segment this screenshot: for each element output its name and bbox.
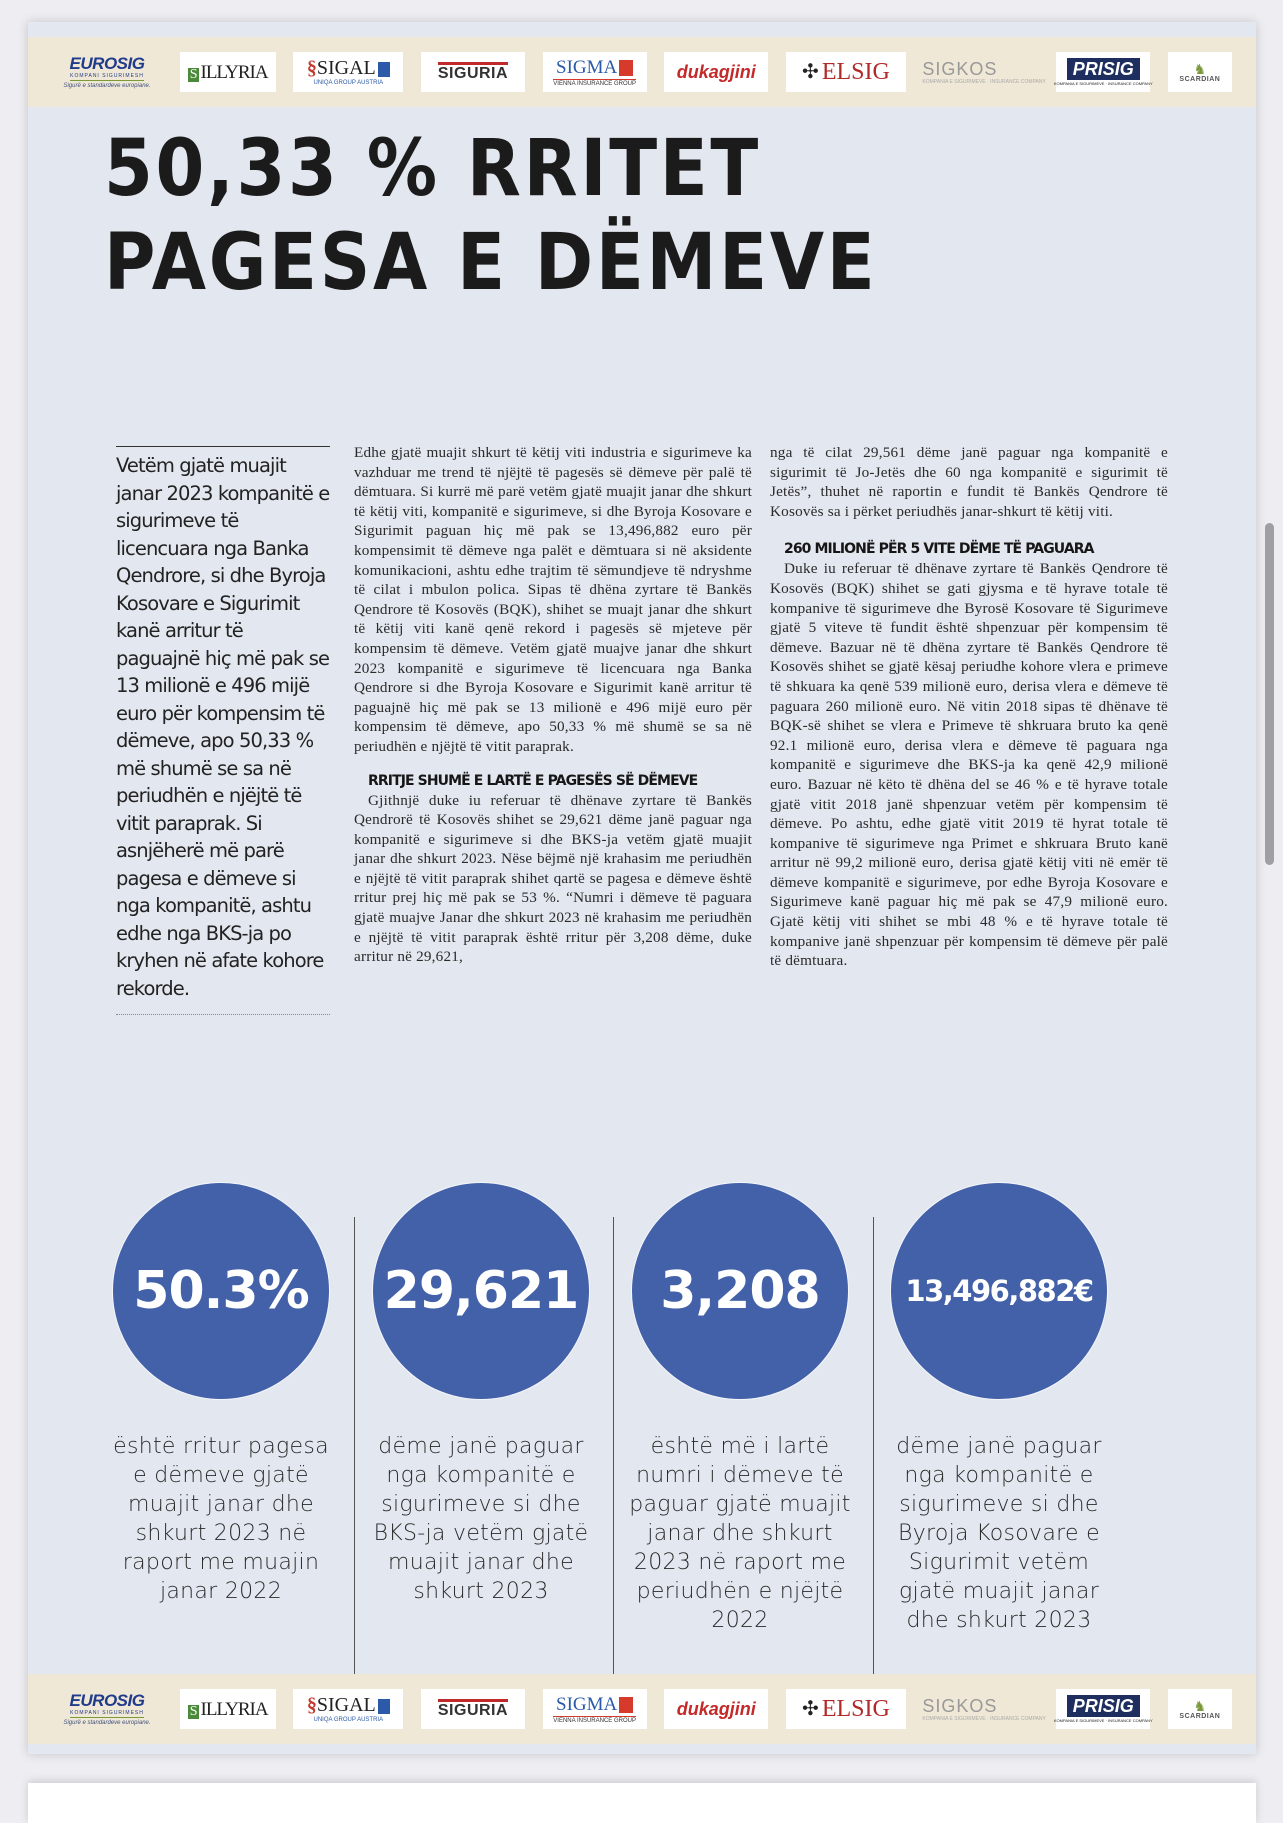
stat-description: dëme janë paguar nga kompanitë e sigurimeve si dhe BKS-ja vetëm gjatë muajit janar dhe shkurt 2023	[373, 1434, 589, 1604]
pinwheel-icon: ✣	[802, 61, 819, 83]
lead-paragraph: Vetëm gjatë muajit janar 2023 kompanitë e sigurimeve të licencuara nga Banka Qendrore, si dhe Byroja Kosovare e Sigurimit kanë arritur të paguajnë hiç më pak se 13 milionë e 496 mijë euro për kompensim të dëmeve, apo 50,33 % më shumë se sa në periudhën e njëjtë të vitit paraprak. Si asnjëherë më parë pagesa e dëmeve si nga kompanitë, ashtu edhe nga BKS-ja po kryhen në afate kohore rekorde.	[116, 454, 330, 1000]
illyria-logo: S ILLYRIA	[180, 1689, 276, 1729]
stat-circle: 50.3%	[112, 1182, 330, 1400]
sigkos-logo: SIGKOS KOMPANIA E SIGURIMEVE · INSURANCE COMPANY	[922, 58, 1046, 85]
headline	[104, 122, 877, 310]
article-column-1	[354, 443, 752, 967]
sponsor-logo-strip-bottom	[28, 1674, 1256, 1744]
stat-circle: 13,496,882€	[890, 1182, 1108, 1400]
magazine-page	[28, 22, 1256, 1754]
headline-line-1: 50,33 % RRITET	[104, 124, 762, 214]
sigal-mark-icon: §	[306, 1694, 317, 1716]
sigma-logo: SIGMA VIENNA INSURANCE GROUP	[543, 52, 647, 92]
eurosig-logo: EUROSIG KOMPANI SIGURIMESH Sigurë e standardeve europiane.	[63, 1691, 151, 1726]
stat-description: është rritur pagesa e dëmeve gjatë muajit janar dhe shkurt 2023 në raport me muajin janar 2022	[113, 1434, 329, 1604]
elsig-logo: ✣ ELSIG	[786, 52, 906, 92]
prisig-logo: PRISIG KOMPANIA E SIGURIMEVE · INSURANCE COMPANY	[1056, 1689, 1150, 1729]
vertical-scrollbar[interactable]	[1265, 523, 1274, 865]
dukagjini-logo: dukagjini	[664, 1689, 768, 1729]
stat-description: dëme janë paguar nga kompanitë e sigurimeve si dhe Byroja Kosovare e Sigurimit vetëm gjatë muajit janar dhe shkurt 2023	[896, 1434, 1102, 1633]
stat-circle: 29,621	[372, 1182, 590, 1400]
illyria-logo: S ILLYRIA	[180, 52, 276, 92]
sigkos-logo: SIGKOS KOMPANIA E SIGURIMEVE · INSURANCE COMPANY	[922, 1695, 1046, 1722]
body-paragraph: nga të cilat 29,561 dëme janë paguar nga kompanitë e sigurimit të Jo-Jetës dhe 60 nga kompanitë e sigurimit të Jetës”, thuhet në raportin e fundit të Bankës Qendrore të Kosovës sa i përket periudhës janar-shkurt të këtij viti.	[770, 444, 1168, 520]
body-paragraph: Duke iu referuar të dhënave zyrtare të Bankës Qendrore të Kosovës (BQK) shihet se gati gjysma e të hyrave totale të kompanive të sigurimeve dhe Byrosë Kosovare të Sigurimeve gjatë 5 viteve të fundit është shpenzuar për kompensim të dëmeve. Bazuar në të dhëna zyrtare të Bankës Qendrore të Kosovës shihet se gjatë kësaj periudhe kohore vlera e primeve të shkuara ka qenë 539 milionë euro, derisa vlera e dëmeve të paguara 260 milionë euro. Në vitin 2018 sipas të dhënave të BQK-së shihet se vlera e Primeve të shkruara bruto ka qenë 92.1 milionë euro, derisa vlera e dëmeve të paguara nga kompanitë e sigurimeve dhe BKS-ja ka qenë 42,9 milionë euro. Bazuar në këto të dhëna del se 46 % e të hyrave totale gjatë vitit 2018 janë shpenzuar vetëm për kompensim të dëmeve. Po ashtu, edhe gjatë vitit 2019 të hyrat totale të kompanive të sigurimeve nga Primet e shkruara Bruto kanë arritur në 99,2 milionë euro, derisa gjatë këtij viti në emër të dëmeve kompanitë e sigurimeve, por edhe Byroja Kosovare e Sigurimeve kanë paguar hiç më pak se 47,9 milionë euro. Gjatë këtij viti shihet se mbi 48 % e të hyrave totale të kompanive janë shpenzuar për kompensim të dëmeve për palë të dëmtuara.	[770, 560, 1168, 970]
sigal-logo: §SIGAL UNIQA GROUP AUSTRIA	[293, 1689, 403, 1729]
stat-divider	[873, 1217, 874, 1677]
prisig-logo: PRISIG KOMPANIA E SIGURIMEVE · INSURANCE COMPANY	[1056, 52, 1150, 92]
stat-divider	[613, 1217, 614, 1677]
elsig-logo: ✣ ELSIG	[786, 1689, 906, 1729]
next-page-edge	[28, 1783, 1256, 1823]
stats-row	[28, 1182, 1256, 1642]
scardian-logo: ♞ SCARDIAN	[1168, 1689, 1232, 1729]
stat-item	[884, 1182, 1114, 1635]
sigal-mark-icon: §	[306, 57, 317, 79]
illyria-mark-icon: S	[189, 66, 197, 82]
siguria-logo: SIGURIA	[421, 1689, 525, 1729]
body-paragraph: Edhe gjatë muajit shkurt të këtij viti industria e sigurimeve ka vazhduar me trend të njëjtë të pagesës së dëmeve për palë të dëmtuara. Si kurrë më parë vetëm gjatë muajit janar dhe shkurt të këtij viti, kompanitë e sigurimeve, si dhe Byroja Kosovare e Sigurimit paguan hiç më pak se 13,496,882 euro për kompensimit të dëmeve nga palët e dëmtuara si në aksidente komunikacioni, ashtu edhe trajtim të sëmundjeve të ndryshme të cilat i mbulon polica. Sipas të dhëna zyrtare të Bankës Qendrore të Kosovës (BQK), shihet se muajt janar dhe shkurt të këtij viti kanë qenë rekord i pagesës së mjeteve për kompensim të dëmeve. Vetëm gjatë muajve janar dhe shkurt 2023 kompanitë e sigurimeve të licencuara nga Banka Qendrore si dhe Byroja Kosovare e Sigurimit kanë arritur të paguajnë hiç më pak se 13 milionë e 496 mijë euro për kompensim të dëmeve, apo 50,33 % më shumë se sa në periudhën e njëjtë të vitit paraprak.	[354, 444, 752, 755]
uniqa-mark-icon	[378, 62, 390, 77]
eurosig-logo: EUROSIG KOMPANI SIGURIMESH Sigurë e standardeve europiane.	[63, 54, 151, 89]
sigal-logo: §SIGAL UNIQA GROUP AUSTRIA	[293, 52, 403, 92]
sigma-logo: SIGMA VIENNA INSURANCE GROUP	[543, 1689, 647, 1729]
stat-divider	[354, 1217, 355, 1677]
sigma-mark-icon	[619, 1697, 633, 1713]
dukagjini-logo: dukagjini	[664, 52, 768, 92]
dog-icon: ♞	[1193, 1697, 1207, 1714]
lead-paragraph-column	[116, 446, 330, 1015]
stat-description: është më i lartë numri i dëmeve të paguar gjatë muajit janar dhe shkurt 2023 në raport me periudhën e njëjtë 2022	[629, 1434, 851, 1633]
illyria-mark-icon: S	[189, 1703, 197, 1719]
stat-circle: 3,208	[631, 1182, 849, 1400]
lead-divider	[116, 1014, 330, 1015]
scardian-logo: ♞ SCARDIAN	[1168, 52, 1232, 92]
pinwheel-icon: ✣	[802, 1698, 819, 1720]
uniqa-mark-icon	[378, 1699, 390, 1714]
stat-item	[106, 1182, 336, 1606]
body-paragraph: Gjithnjë duke iu referuar të dhënave zyrtare të Bankës Qendrorë të Kosovës shihet se 29,621 dëme janë paguar nga kompanitë e sigurimeve si dhe BKS-ja vetëm gjatë muajit janar dhe shkurt 2023. Nëse bëjmë një krahasim me periudhën e njëjtë të vitit paraprak shihet qartë se pagesa e dëmeve është rritur prej hiç më pak se 53 %. “Numri i dëmeve të paguara gjatë muajve Janar dhe shkurt 2023 në krahasim me periudhën e njëjtë të vitit paraprak është rritur për 3,208 dëme, duke arritur në 29,621,	[354, 791, 752, 966]
headline-line-2: PAGESA E DËMEVE	[104, 218, 878, 308]
stat-item	[625, 1182, 855, 1635]
sponsor-logo-strip-top	[28, 37, 1256, 107]
siguria-logo: SIGURIA	[421, 52, 525, 92]
sigma-mark-icon	[619, 60, 633, 76]
subheading: 260 MILIONË PËR 5 VITE DËME TË PAGUARA	[784, 541, 1094, 558]
article-column-2	[770, 443, 1168, 971]
dog-icon: ♞	[1193, 60, 1207, 77]
subheading: RRITJE SHUMË E LARTË E PAGESËS SË DËMEVE	[368, 772, 698, 789]
stat-item	[366, 1182, 596, 1606]
